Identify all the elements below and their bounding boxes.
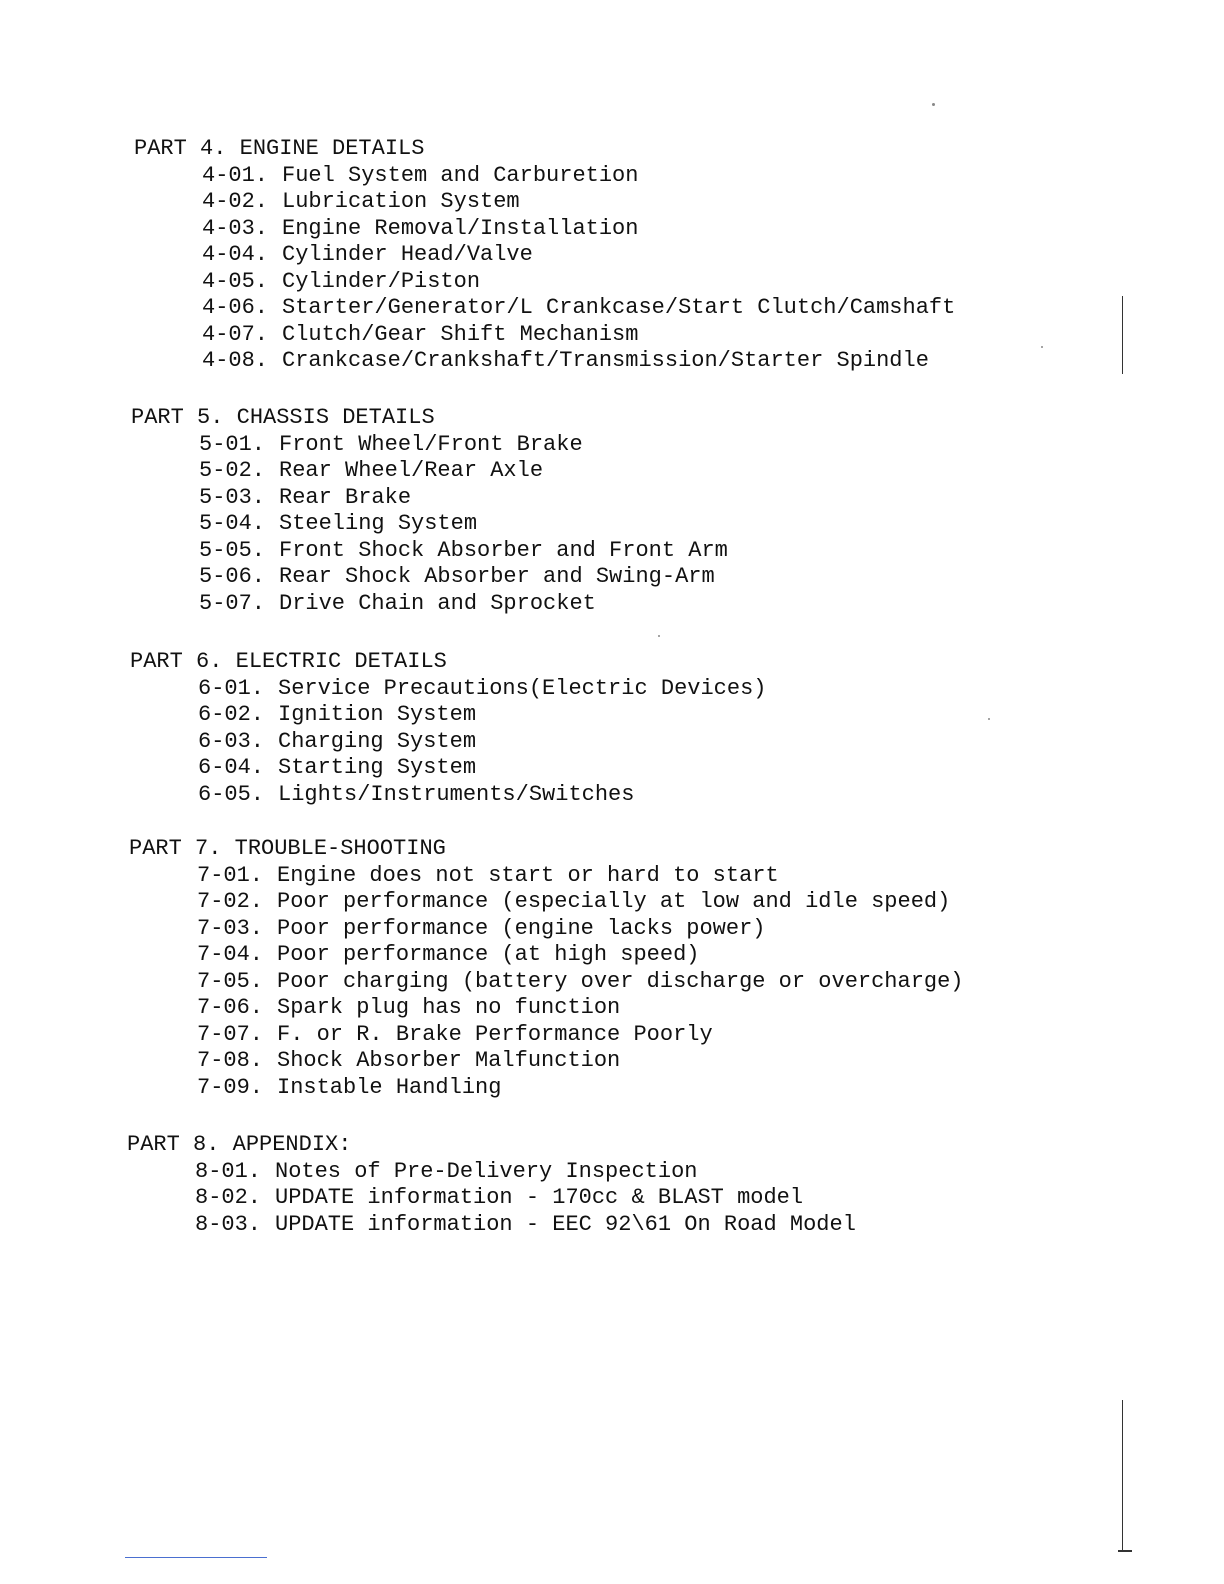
item-number: 4-05. — [202, 268, 269, 294]
item-number: 7-08. — [197, 1048, 264, 1073]
scan-speck — [988, 718, 990, 720]
part-8-section — [127, 1132, 856, 1238]
list-item — [131, 591, 728, 618]
item-number: 4-08. — [202, 348, 269, 373]
item-number: 5-05. — [199, 537, 266, 563]
item-text: Lubrication System — [282, 189, 520, 214]
scan-speck — [1041, 346, 1043, 348]
item-text: Starting System — [278, 755, 477, 780]
item-number: 8-03. — [195, 1211, 262, 1237]
list-item — [129, 1022, 964, 1049]
item-text: Charging System — [278, 728, 477, 754]
item-number: 5-03. — [199, 484, 266, 510]
list-item — [134, 348, 955, 375]
list-item — [134, 242, 955, 269]
item-number: 6-05. — [198, 781, 265, 807]
item-number: 7-04. — [197, 942, 264, 967]
item-number: 5-04. — [199, 511, 266, 536]
list-item — [129, 942, 964, 969]
item-text: Ignition System — [278, 702, 477, 727]
list-item — [134, 322, 955, 349]
part-5-section — [131, 405, 728, 617]
item-number: 7-01. — [197, 862, 264, 888]
list-item — [129, 995, 964, 1022]
item-text: Clutch/Gear Shift Mechanism — [282, 321, 639, 347]
list-item — [131, 485, 728, 512]
list-item — [134, 163, 955, 190]
item-number: 7-05. — [197, 968, 264, 994]
list-item — [130, 729, 766, 756]
list-item — [129, 889, 964, 916]
item-text: UPDATE information - EEC 92\61 On Road Model — [275, 1211, 856, 1237]
item-text: Service Precautions(Electric Devices) — [278, 675, 767, 701]
item-number: 7-06. — [197, 995, 264, 1020]
item-text: Engine Removal/Installation — [282, 215, 639, 241]
item-number: 6-02. — [198, 702, 265, 727]
item-number: 4-07. — [202, 321, 269, 347]
item-text: Cylinder Head/Valve — [282, 242, 533, 267]
item-number: 6-04. — [198, 755, 265, 780]
item-text: Drive Chain and Sprocket — [279, 590, 596, 616]
item-text: Poor performance (engine lacks power) — [277, 915, 766, 941]
item-text: Starter/Generator/L Crankcase/Start Clutch/Camshaft — [282, 295, 956, 320]
list-item — [131, 458, 728, 485]
scan-edge-mark — [1118, 1550, 1132, 1552]
item-number: 5-07. — [199, 590, 266, 616]
item-text: Crankcase/Crankshaft/Transmission/Starter Spindle — [282, 348, 929, 373]
item-text: UPDATE information - 170cc & BLAST model — [275, 1185, 804, 1210]
part-title: PART 7. TROUBLE-SHOOTING — [129, 836, 446, 861]
list-item — [129, 863, 964, 890]
item-number: 7-07. — [197, 1021, 264, 1047]
item-list — [129, 863, 964, 1102]
part-title: PART 8. APPENDIX: — [127, 1132, 352, 1157]
item-text: Instable Handling — [277, 1074, 502, 1100]
scan-edge-mark — [1122, 1400, 1123, 1550]
item-number: 4-06. — [202, 295, 269, 320]
list-item — [129, 1075, 964, 1102]
item-text: Notes of Pre-Delivery Inspection — [275, 1158, 698, 1184]
item-number: 7-09. — [197, 1074, 264, 1100]
list-item — [131, 432, 728, 459]
item-text: Poor performance (especially at low and idle speed) — [277, 889, 951, 914]
item-list — [134, 163, 955, 375]
item-text: Engine does not start or hard to start — [277, 862, 779, 888]
item-number: 7-03. — [197, 915, 264, 941]
item-number: 5-06. — [199, 564, 266, 589]
list-item — [130, 755, 766, 782]
scan-speck — [932, 103, 935, 106]
item-text: Front Shock Absorber and Front Arm — [279, 537, 728, 563]
item-text: Rear Wheel/Rear Axle — [279, 458, 544, 483]
item-number: 4-04. — [202, 242, 269, 267]
list-item — [129, 969, 964, 996]
list-item — [130, 702, 766, 729]
item-text: Shock Absorber Malfunction — [277, 1048, 621, 1073]
item-number: 6-01. — [198, 675, 265, 701]
item-number: 6-03. — [198, 728, 265, 754]
list-item — [131, 564, 728, 591]
item-text: Rear Shock Absorber and Swing-Arm — [279, 564, 715, 589]
item-text: Cylinder/Piston — [282, 268, 481, 294]
scan-speck — [658, 635, 660, 637]
item-text: F. or R. Brake Performance Poorly — [277, 1021, 713, 1047]
item-number: 4-03. — [202, 215, 269, 241]
list-item — [130, 676, 766, 703]
item-number: 8-01. — [195, 1158, 262, 1184]
item-text: Fuel System and Carburetion — [282, 162, 639, 188]
part-6-section — [130, 649, 766, 808]
item-number: 5-02. — [199, 458, 266, 483]
item-number: 4-02. — [202, 189, 269, 214]
item-text: Rear Brake — [279, 484, 412, 510]
list-item — [131, 511, 728, 538]
item-text: Steeling System — [279, 511, 478, 536]
item-number: 5-01. — [199, 431, 266, 457]
list-item — [134, 295, 955, 322]
item-list — [127, 1159, 856, 1239]
list-item — [127, 1212, 856, 1239]
part-title: PART 6. ELECTRIC DETAILS — [130, 649, 447, 674]
list-item — [134, 269, 955, 296]
part-7-section — [129, 836, 964, 1101]
item-number: 8-02. — [195, 1185, 262, 1210]
item-number: 7-02. — [197, 889, 264, 914]
scan-edge-mark — [1122, 296, 1123, 374]
part-4-section — [134, 136, 955, 375]
list-item — [131, 538, 728, 565]
list-item — [127, 1185, 856, 1212]
item-list — [130, 676, 766, 809]
list-item — [134, 216, 955, 243]
item-list — [131, 432, 728, 618]
bottom-rule — [125, 1557, 267, 1558]
item-text: Poor performance (at high speed) — [277, 942, 700, 967]
list-item — [127, 1159, 856, 1186]
part-title: PART 4. ENGINE DETAILS — [134, 136, 425, 161]
list-item — [130, 782, 766, 809]
list-item — [129, 1048, 964, 1075]
list-item — [129, 916, 964, 943]
part-title: PART 5. CHASSIS DETAILS — [131, 405, 435, 430]
item-text: Lights/Instruments/Switches — [278, 781, 635, 807]
item-number: 4-01. — [202, 162, 269, 188]
item-text: Spark plug has no function — [277, 995, 621, 1020]
item-text: Front Wheel/Front Brake — [279, 431, 583, 457]
list-item — [134, 189, 955, 216]
item-text: Poor charging (battery over discharge or overcharge) — [277, 968, 964, 994]
